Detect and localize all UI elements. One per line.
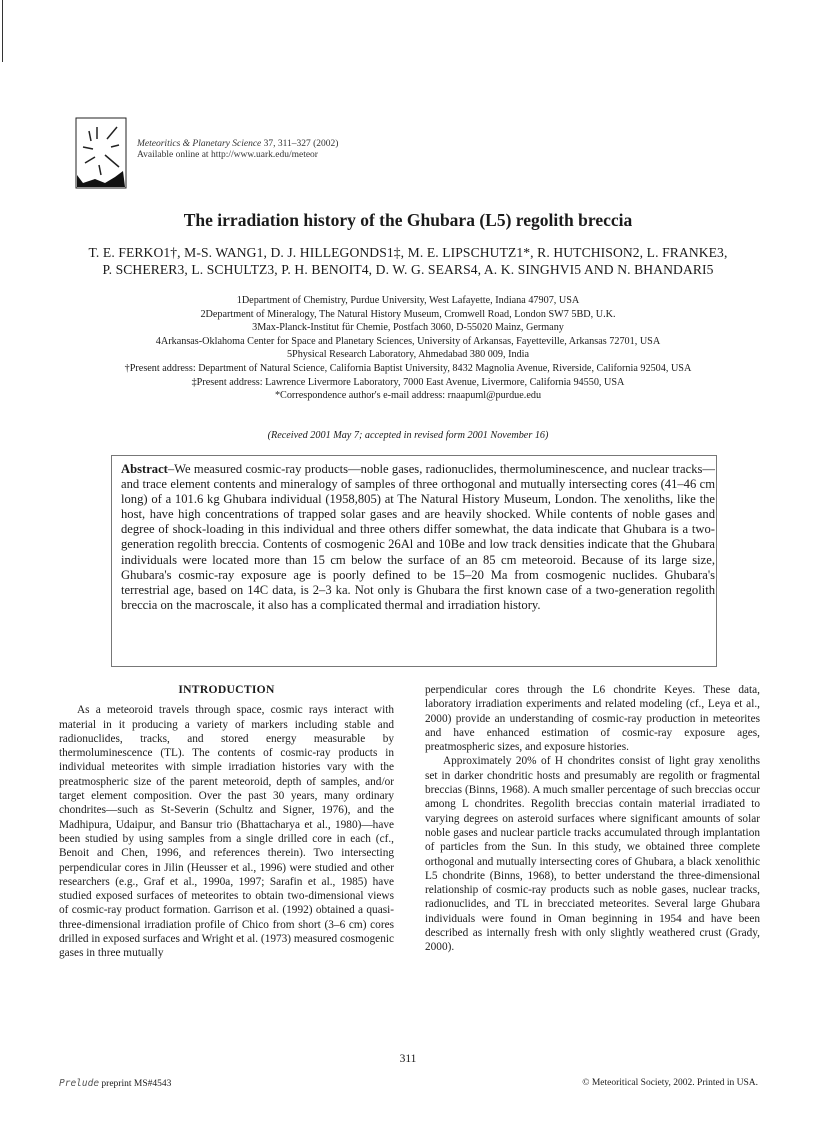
author-line-1: T. E. FERKO1†, M-S. WANG1, D. J. HILLEGONDS1‡, M. E. LIPSCHUTZ1*, R. HUTCHISON2, L. FRANKE3, xyxy=(88,245,728,260)
journal-volume: 37, 311–327 (2002) xyxy=(261,139,339,149)
author-line-2: P. SCHERER3, L. SCHULTZ3, P. H. BENOIT4, D. W. G. SEARS4, A. K. SINGHVI5 AND N. BHANDARI5 xyxy=(102,262,714,277)
prelude-mark: Prelude xyxy=(59,1078,100,1089)
preprint-id: preprint MS#4543 xyxy=(99,1079,172,1089)
meteor-logo-icon xyxy=(75,117,127,189)
journal-citation xyxy=(137,139,338,161)
affiliation-2: 2Department of Mineralogy, The Natural History Museum, Cromwell Road, London SW7 5BD, U.K. xyxy=(200,308,616,320)
copyright-notice: © Meteoritical Society, 2002. Printed in USA. xyxy=(582,1078,758,1088)
author-list xyxy=(60,244,756,278)
preprint-label xyxy=(59,1078,171,1089)
journal-name: Meteoritics & Planetary Science xyxy=(137,139,262,149)
paper-title: The irradiation history of the Ghubara (L5) regolith breccia xyxy=(183,210,633,230)
received-dates: (Received 2001 May 7; accepted in revised form 2001 November 16) xyxy=(267,430,549,441)
intro-paragraph-2: Approximately 20% of H chondrites consist of light gray xenoliths set in darker chondritic hosts and presumably are regolith or fragmental breccias (Binns, 1968). A much smaller percentage of such breccias occur among L chondrites. Regolith breccias contain material irradiated to varying degrees on asteroid surfaces where significant amounts of solar noble gases and nuclear particle tracks accumulated through implantation of particles from the Sun. In this study, we obtained three complete orthogonal and mutually intersecting cores of Ghubara, a black xenolithic L5 chondrite (Binns, 1968), to better understand the three-dimensional relationship of cosmic-ray products such as noble gases, nuclear tracks, radionuclides, and TL in brecciated meteorites. Several large Ghubara individuals were found in Oman beginning in 1954 and have been described as internally fresh with only slightly weathered crust (Grady, 2000). xyxy=(425,755,760,954)
affiliation-5: 5Physical Research Laboratory, Ahmedabad 380 009, India xyxy=(286,349,530,361)
correspondence-email: *Correspondence author's e-mail address: rnaapuml@purdue.edu xyxy=(274,390,542,402)
intro-paragraph-1: As a meteoroid travels through space, cosmic rays interact with material in it producing a variety of markers including stable and radionuclides, tracks, and stored energy measurable by thermoluminescence (TL). The contents of cosmic-ray products in individual meteorites with simple irradiation histories vary with the preatmospheric size of the parent meteoroid, depth of samples, and/or target element composition. Over the past 30 years, many ordinary chondrites—such as St-Severin (Schultz and Signer, 1976), and the Madhipura, Udaipur, and Bansur trio (Bhattacharya et al., 1980)—have been studied by using samples from a single drilled core in each (cf., Benoit and Chen, 1996, and references therein). Two intersecting perpendicular cores in Jilin (Heusser et al., 1996) were studied and other researchers (e.g., Graf et al., 1990a, 1997; Sarafin et al., 1985) have studied exposed surfaces of meteorites to obtain two-dimensional views of cosmic-ray product formation. Garrison et al. (1992) obtained a quasi-three-dimensional irradiation profile of Chico from short (3–6 cm) cores drilled in exposed surfaces and Wright et al. (1973) measured cosmogenic gases in three mutually xyxy=(59,704,394,960)
affiliation-1: 1Department of Chemistry, Purdue University, West Lafayette, Indiana 47907, USA xyxy=(236,295,580,306)
left-column xyxy=(59,683,394,961)
intro-paragraph-1-continued: perpendicular cores through the L6 chondrite Keyes. These data, laboratory irradiation experiments and related modeling (cf., Leya et al., 2000) provide an understanding of cosmic-ray production in meteorites and have enhanced estimation of cosmic-ray exposure ages, preatmospheric sizes, and exposure histories. xyxy=(425,684,760,754)
affiliations xyxy=(20,294,796,403)
page-edge-line xyxy=(2,0,3,62)
section-heading-introduction: INTRODUCTION xyxy=(178,683,275,696)
abstract-label: Abstract xyxy=(121,462,168,476)
abstract xyxy=(121,462,715,613)
present-address-2: ‡Present address: Lawrence Livermore Laboratory, 7000 East Avenue, Livermore, California 94550, USA xyxy=(191,376,625,388)
journal-url: Available online at http://www.uark.edu/meteor xyxy=(137,150,318,160)
right-column xyxy=(425,683,760,955)
affiliation-3: 3Max-Planck-Institut für Chemie, Postfach 3060, D-55020 Mainz, Germany xyxy=(252,322,564,334)
present-address-1: †Present address: Department of Natural Science, California Baptist University, 8432 Magnolia Avenue, Riverside, California 92504, USA xyxy=(124,362,692,374)
page-number: 311 xyxy=(399,1053,417,1065)
affiliation-4: 4Arkansas-Oklahoma Center for Space and Planetary Sciences, University of Arkansas, Fayetteville, Arkansas 72701, USA xyxy=(155,335,661,347)
abstract-text: –We measured cosmic-ray products—noble gases, radionuclides, thermoluminescence, and nuclear tracks—and trace element contents and mineralogy of samples of three orthogonal and mutually intersecting cores (41–46 cm long) of a 101.6 kg Ghubara individual (1958,805) at The Natural History Museum, London. The xenoliths, like the host, have high concentrations of trapped solar gases and are heavily shocked. While contents of noble gases and degree of shock-loading in this individual and three others differ somewhat, the data indicate that Ghubara is a two-generation regolith breccia. Contents of cosmogenic 26Al and 10Be and low track densities indicate that the Ghubara individuals were located more than 15 cm below the surface of an 85 cm meteoroid. Because of its large size, Ghubara's cosmic-ray exposure age is poorly defined to be 15–20 Ma from cosmogenic nuclides. Ghubara's terrestrial age, based on 14C data, is 2–3 ka. Not only is Ghubara the first known case of a two-generation regolith breccia on the macroscale, it also has a complicated thermal and irradiation history. xyxy=(121,462,715,612)
